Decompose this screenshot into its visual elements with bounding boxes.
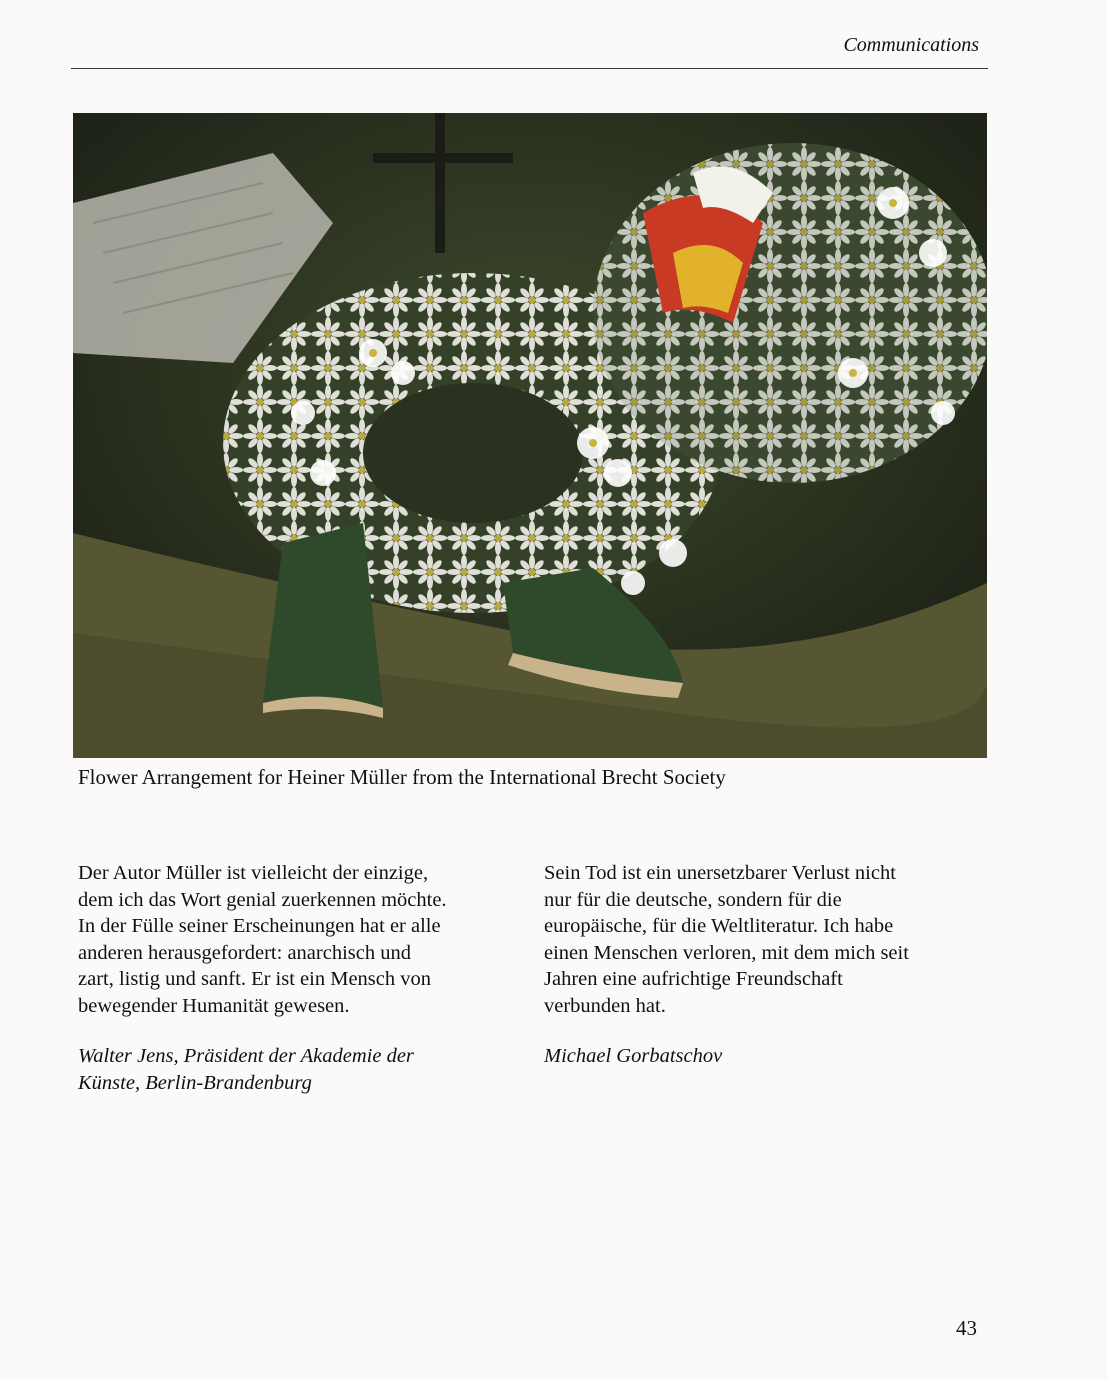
quote-column-jens [78, 860, 518, 1096]
quote-text: Der Autor Müller ist vielleicht der einzige, dem ich das Wort genial zuerkennen möchte. In der Fülle seiner Erscheinungen hat er alle anderen herausgefordert: anarchisch und zart, listig und sanft. Er ist ein Mensch von bewegender Humanität gewesen. [78, 862, 447, 1017]
header-rule [71, 68, 988, 69]
wreath-photo [73, 113, 987, 758]
quote-column-gorbatschov [544, 860, 984, 1070]
running-head: Communications [843, 34, 979, 56]
photo-caption: Flower Arrangement for Heiner Müller from the International Brecht Society [78, 765, 726, 789]
page-number: 43 [956, 1316, 977, 1340]
quote-attribution: Walter Jens, Präsident der Akademie der Künste, Berlin-Brandenburg [78, 1045, 414, 1094]
wreath-photo-graphic [73, 113, 987, 758]
quote-attribution: Michael Gorbatschov [544, 1045, 723, 1067]
quote-text: Sein Tod ist ein unersetzbarer Verlust nicht nur für die deutsche, sondern für die europäische, für die Weltliteratur. Ich habe einen Menschen verloren, mit dem mich seit Jahren eine aufrichtige Freundschaft verbunden hat. [544, 862, 909, 1017]
